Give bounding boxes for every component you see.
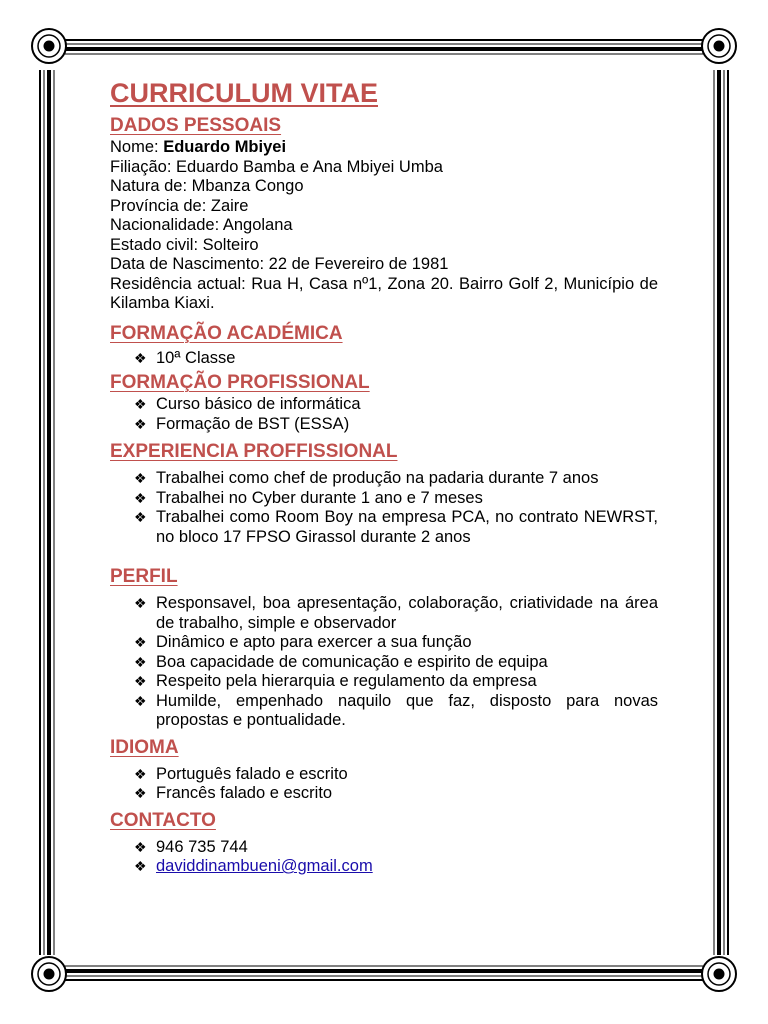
list-item: ❖ Trabalhei no Cyber durante 1 ano e 7 meses xyxy=(134,488,483,507)
language-heading: IDIOMA xyxy=(110,736,179,758)
list-item: ❖ Respeito pela hierarquia e regulamento da empresa xyxy=(134,672,537,690)
corner-ornament-bottom-left-icon xyxy=(32,957,66,991)
contact-section xyxy=(110,809,658,877)
language-list xyxy=(110,765,658,804)
language-section xyxy=(110,736,658,804)
email-link[interactable]: daviddinambueni@gmail.com xyxy=(156,857,373,875)
province-line: Província de: Zaire xyxy=(110,196,249,215)
list-item: ❖ Francês falado e escrito xyxy=(134,784,333,802)
name-line xyxy=(110,138,658,158)
phone-number: 946 735 744 xyxy=(156,837,248,856)
diamond-bullet-icon: ❖ xyxy=(134,653,147,670)
list-item: ❖ 10ª Classe xyxy=(134,348,236,367)
birthplace-line: Natura de: Mbanza Congo xyxy=(110,177,304,195)
list-item: ❖ Formação de BST (ESSA) xyxy=(134,414,350,433)
profile-section xyxy=(110,565,658,731)
nationality-line: Nacionalidade: Angolana xyxy=(110,216,293,234)
professional-training-section xyxy=(110,371,658,434)
diamond-bullet-icon: ❖ xyxy=(134,349,147,366)
diamond-bullet-icon: ❖ xyxy=(134,673,147,689)
diamond-bullet-icon: ❖ xyxy=(134,396,147,412)
diamond-bullet-icon: ❖ xyxy=(134,765,147,782)
list-item: ❖ Trabalhei como Room Boy na empresa PCA, no contrato NEWRST, no bloco 17 FPSO Girassol durante 2 anos xyxy=(134,508,658,546)
diamond-bullet-icon: ❖ xyxy=(134,509,147,525)
name-value: Eduardo Mbiyei xyxy=(163,138,287,156)
marital-status-line: Estado civil: Solteiro xyxy=(110,235,259,254)
diamond-bullet-icon: ❖ xyxy=(134,785,147,801)
contact-list xyxy=(110,838,658,877)
diamond-bullet-icon: ❖ xyxy=(134,858,147,874)
diamond-bullet-icon: ❖ xyxy=(134,489,147,506)
list-item: ❖ Curso básico de informática xyxy=(134,395,361,413)
residence-line: Residência actual: Rua H, Casa nº1, Zona 20. Bairro Golf 2, Município de Kilamba Kiaxi. xyxy=(110,274,658,312)
experience-section xyxy=(110,440,658,547)
corner-ornament-top-left-icon xyxy=(32,29,66,63)
profile-list xyxy=(110,594,658,731)
personal-data-section xyxy=(110,114,658,314)
academic-heading: FORMAÇÃO ACADÉMICA xyxy=(110,322,343,344)
list-item: ❖ Português falado e escrito xyxy=(134,764,348,783)
academic-section xyxy=(110,322,658,369)
document-title: CURRICULUM VITAE xyxy=(110,78,378,108)
diamond-bullet-icon: ❖ xyxy=(134,470,147,486)
professional-training-heading: FORMAÇÃO PROFISSIONAL xyxy=(110,372,370,393)
diamond-bullet-icon: ❖ xyxy=(134,692,147,709)
personal-data-heading: DADOS PESSOAIS xyxy=(110,115,282,136)
list-item xyxy=(134,857,658,877)
list-item: ❖ Dinâmico e apto para exercer a sua função xyxy=(134,633,472,651)
list-item: ❖ Responsavel, boa apresentação, colaboração, criatividade na área de trabalho, simple e observador xyxy=(134,594,658,632)
diamond-bullet-icon: ❖ xyxy=(134,595,147,611)
parentage-line: Filiação: Eduardo Bamba e Ana Mbiyei Umba xyxy=(110,157,443,176)
professional-training-list xyxy=(110,395,658,434)
diamond-bullet-icon: ❖ xyxy=(134,634,147,650)
list-item: ❖ Humilde, empenhado naquilo que faz, disposto para novas propostas e pontualidade. xyxy=(134,691,658,729)
cv-content xyxy=(110,76,658,877)
experience-list xyxy=(110,469,658,547)
diamond-bullet-icon: ❖ xyxy=(134,838,147,855)
diamond-bullet-icon: ❖ xyxy=(134,415,147,432)
birthdate-line: Data de Nascimento: 22 de Fevereiro de 1981 xyxy=(110,255,449,273)
corner-ornament-top-right-icon xyxy=(702,29,736,63)
corner-ornament-bottom-right-icon xyxy=(702,957,736,991)
name-label: Nome: xyxy=(110,138,164,156)
academic-list xyxy=(110,349,658,369)
contact-heading: CONTACTO xyxy=(110,809,216,831)
list-item xyxy=(134,838,658,858)
list-item: ❖ Trabalhei como chef de produção na padaria durante 7 anos xyxy=(134,469,599,487)
profile-heading: PERFIL xyxy=(110,566,178,587)
experience-heading: EXPERIENCIA PROFFISSIONAL xyxy=(110,441,398,462)
list-item: ❖ Boa capacidade de comunicação e espirito de equipa xyxy=(134,652,548,671)
